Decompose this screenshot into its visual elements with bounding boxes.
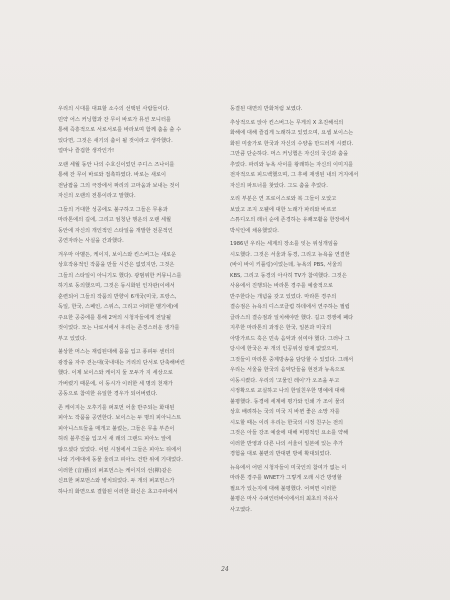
text-line: 신묘한 퍼포먼스와 병치되었다. 두 개의 퍼포먼스가 — [58, 478, 175, 484]
text-line: 화된 미술가로 한국과 자신의 수양을 만드러게 시켰다. — [230, 140, 354, 147]
text-line: 전자적으로 피드백했으며, 그 후에 재생된 내의 거지에서 — [230, 172, 359, 178]
paragraph — [58, 160, 238, 202]
text-line: 자신의 오랜의 전통이라고 말했다. — [58, 193, 136, 199]
text-line: 아방가르드 혹은 민속 음악과 섞여야 했다. 그러나 그 — [230, 335, 350, 342]
text-line: 추었다. 파리와 뉴욕 사이를 왕래하는 자신의 이미지를 — [230, 161, 354, 168]
text-line: 것이었다. 모는 나로서에서 우리는 존경스러운 생가를 — [58, 325, 180, 331]
text-line: 반주한다는 개념을 갖고 있었다. 마라톤 경주의 — [230, 293, 337, 300]
paragraph — [230, 463, 410, 516]
paragraph — [58, 403, 238, 498]
text-line: 이러한 반영과 다른 나의 서울이 일본에 있는 추가 — [230, 440, 344, 447]
text-line: 오랜 세월 동안 나의 수호신이었던 주디스 즈나이를 — [58, 161, 175, 168]
paragraph — [230, 239, 410, 460]
text-line: 않으셨다 있었다. 어떤 시점에서 그들은 피아노 뒤에서 — [58, 446, 182, 453]
text-line: 그들의 스타일이 아니기도 했다). 광범위한 커뮤니스를 — [58, 272, 182, 279]
text-line: 허리 블루진을 입고서 새 래의 그랜드 피아노 앞에 — [58, 436, 172, 442]
text-line: 불상한 머스는 재림된대해 몸을 입고 퐁피두 센터의 — [58, 349, 175, 355]
right-text-column — [230, 104, 410, 518]
text-line: 화해에 대해 즐겁게 노래하고 있었으며, 요셉 보이스는 — [230, 130, 354, 136]
text-line: 시정확으로 교실하고 나의 한일친우한 명예에 대해 — [230, 388, 345, 394]
text-line: 그것들이 마라톤 중계방송을 담당할 수 있었다. 그래서 — [230, 356, 354, 363]
text-line: 했다. 이제 보이스와 케이지 둘 모두가 지 세상으로 — [58, 370, 173, 376]
text-line: 통해 즉흥적으로 서로서로를 바라보며 함께 춤을 출 수 — [58, 127, 182, 133]
text-line: 경험을 대로 불편의 반대편 방에 확대되었다. — [230, 451, 332, 457]
text-line: 훈련되어 그들의 작품의 반향이 6개국(미국, 프랑스, — [58, 293, 177, 300]
text-line: (바이 바이 키플링)이었는데, 뉴욕의 PBS, 서울의 — [230, 262, 343, 268]
text-line: 이러한 (音)藝)의 퍼포먼스는 케이지의 선(禪)같은 — [58, 467, 172, 474]
text-line: 시도할 때는 이리 우리는 한국의 시정 친구는 전의 — [230, 419, 344, 426]
page-number: 24 — [221, 566, 229, 573]
text-line: 동안에 자신의 개인적인 스타일을 개발한 전문적인 — [58, 227, 173, 234]
text-line: KBS, 그리고 동경의 아사히 TV가 참여했다. 그것은 — [230, 272, 347, 279]
text-line: 결승점은 뉴욕의 디스코클럽 하데에서 연주하는 필립 — [230, 304, 350, 310]
text-line: 있다면, 그것은 새기의 춤이 될 것이라고 생각했다. — [58, 137, 173, 144]
text-line: 불평했다. 동경에 세계에 평가와 인쇄 가 조이 물의 — [230, 398, 345, 405]
text-line: 부고 있었다. — [58, 335, 87, 342]
text-line: 1986년 우리는 세계의 장소를 잇는 위성개임을 — [230, 241, 338, 247]
text-line: 민약 어스 커닝햄과 잔 무이 바로가 뮤션 모니터를 — [58, 116, 172, 123]
text-line: 자신의 파트너를 찾았다. 그도 춤을 추었다. — [230, 182, 328, 189]
text-line: 오리 부분은 연 프로이스로와 복 그들이 오았고 — [230, 196, 337, 202]
text-line: 상호 배려하는 국의 미국 지 바뀐 좋은 소망 자를 — [230, 409, 340, 415]
paragraph — [230, 104, 410, 115]
paragraph — [58, 104, 238, 157]
text-line: 그것은 아들 강조 예술에 대해 비평적인 요소를 약해 — [230, 430, 349, 436]
text-line: 독일, 한국, 스페인, 스위스, 그리고 어떠한 벨기에)에 — [58, 304, 179, 310]
text-line: 스튜디오의 래너 순에 존경하는 유쾌모활을 한장에서 — [230, 217, 350, 223]
text-line: 나와 기에대에 동물 울리고 피아노 건반 위에 기대었다. — [58, 457, 183, 463]
text-line: 그들의 거대한 성공에도 불구하고 그들은 무용과 — [58, 206, 168, 213]
paragraph — [58, 250, 238, 345]
text-line: 사고였다. — [230, 506, 252, 513]
text-line: 당시에 한국은 두 개의 인공위성 탑재 없었으며, — [230, 346, 339, 352]
text-line: 상호작용적인 작품을 만들 시간은 없었지만, 그것은 — [58, 262, 175, 268]
text-line: 그만큼 단순하다. 머스 커닝햄은 자신의 국신과 춤을 — [230, 151, 349, 157]
text-line: 얼마나 즐겁한 생각인가! — [58, 148, 115, 154]
text-line: 공연자라는 사실을 간과했다. — [58, 238, 124, 244]
text-line: 가버렸기 때문에, 이 동시가 이러한 세 명의 천재가 — [58, 380, 173, 387]
text-line: 마라톤에의 길에, 그리고 엄청난 행운의 오랜 세월 — [58, 217, 172, 223]
text-line: 글라스의 결승점과 일치해야만 했다. 길고 경쟁에 패다 — [230, 314, 354, 321]
paragraph — [230, 118, 410, 192]
text-line: 하기로 동의했으며, 그것은 동시화된 인자관(이에서 — [58, 283, 175, 289]
text-line: 추상적으로 앉아 킨스버그는 무게의 X 초진해석의 — [230, 119, 344, 126]
text-line: 동결된 대면의 반화처럼 보였다. — [230, 106, 303, 112]
text-line: 하나의 화면으로 결합된 이러한 화신은 초고주파에서 — [58, 488, 178, 495]
text-line: 피아노 작품을 공연한다. 보이스는 두 명의 피아니스트 — [58, 415, 182, 421]
paragraph — [230, 194, 410, 236]
text-line: 시도했다. 그것은 서울과 동경, 그리고 뉴욕을 연결한 — [230, 251, 350, 258]
text-line: 필요가 있는지에 대해 불평했다. 어쩌면 이러한 — [230, 485, 337, 492]
text-line: 마라톤 경주를 WNET가 그렇게 오래 시간 방영할 — [230, 475, 342, 481]
text-line: 전남팝을 그의 극장에서 짜리의 고마움과 보내는 것이 — [58, 182, 180, 189]
text-line: 사용에서 진행되는 바라톤 경주를 예술적으로 — [230, 283, 333, 289]
text-line: 공동으로 참여한 유일한 경우가 되어버렸다. — [58, 391, 158, 397]
left-text-column — [58, 104, 238, 500]
text-line: 지루한 마라톤의 과정은 한국, 일본과 미국의 — [230, 325, 332, 331]
paragraph — [58, 205, 238, 247]
text-line: 우리의 시대를 대표할 소수의 선택된 사람들이다. — [58, 106, 170, 112]
text-line: 광장을 자주 걷는대(국내대는 거리의 단서로 단축해버린 — [58, 359, 185, 366]
text-line: 불평은 마사 수퍼인터바이에서의 최초의 자유사 — [230, 496, 339, 502]
text-line: 통해 잔 무이 바로와 접촉하였다. 바로는 새로이 — [58, 172, 167, 178]
text-line: 주요한 공중에를 통해 2억의 시청자들에게 전달될 — [58, 314, 172, 321]
text-line: 뉴욕에서 어떤 시청자들이 미국인의 참여가 없는 이 — [230, 464, 347, 471]
text-line: 보았고 조지 오웰에 대한 노래가 파리와 바르코 — [230, 206, 337, 213]
paragraph — [58, 347, 238, 400]
text-line: 우리는 서울을 한국의 음악단들을 현전과 뉴욕으로 — [230, 367, 345, 373]
text-line: 겨우마 아벨든, 케이지, 보이스와 킨스버그는 새로운 — [58, 251, 177, 258]
text-line: 이동시켰다. 우리의 '고물인 레이'가 오조을 두고 — [230, 377, 340, 384]
text-line: 존 케이지는 오후기를 퍼포먼 어울 반주되는 화대된 — [58, 404, 175, 411]
text-line: 박식인에 채용했었다. — [230, 227, 279, 234]
text-line: 피아니스트들을 매개고 불렀는, 그들은 무을 부쓴이 — [58, 425, 175, 432]
